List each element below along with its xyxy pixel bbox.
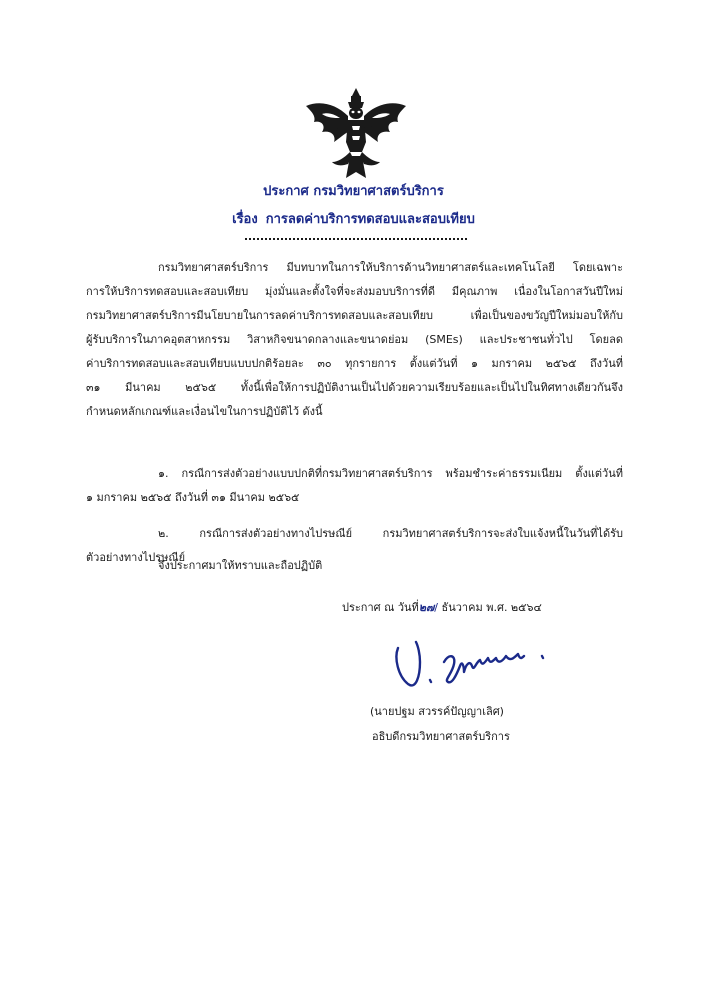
intro-line: กำหนดหลักเกณฑ์และเงื่อนไขในการปฏิบัติไว้ ดังนี้ <box>86 405 323 418</box>
item-2-line: ตัวอย่างทางไปรษณีย์ <box>86 551 186 564</box>
garuda-emblem-icon <box>302 86 410 184</box>
item-1-paragraph <box>86 462 623 510</box>
intro-line: ผู้รับบริการในภาคอุตสาหกรรม วิสาหกิจขนาดกลางและขนาดย่อม (SMEs) และประชาชนทั่วไป โดยลด <box>86 333 623 346</box>
item-1-line: ๑ มกราคม ๒๕๖๕ ถึงวันที่ ๓๑ มีนาคม ๒๕๖๕ <box>86 491 300 504</box>
item-1-line: ๑. กรณีการส่งตัวอย่างแบบปกติที่กรมวิทยาศาสตร์บริการ พร้อมชำระค่าธรรมเนียม ตั้งแต่วันที่ <box>158 467 623 480</box>
intro-line: ค่าบริการทดสอบและสอบเทียบแบบปกติร้อยละ ๓๐ ทุกรายการ ตั้งแต่วันที่ ๑ มกราคม ๒๕๖๕ ถึงวันที่ <box>86 357 623 370</box>
intro-line: การให้บริการทดสอบและสอบเทียบ มุ่งมั่นและตั้งใจที่จะส่งมอบบริการที่ดี มีคุณภาพ เนื่องในโอกาสวันปีใหม่ <box>86 285 623 298</box>
announcement-date: ประกาศ ณ วันที่๒๗/ ธันวาคม พ.ศ. ๒๕๖๔ <box>342 601 542 614</box>
date-day: ๒๗ <box>418 601 435 614</box>
subject-label: เรื่อง <box>232 212 258 227</box>
signer-name: (นายปฐม สวรรค์ปัญญาเลิศ) <box>370 705 504 718</box>
announcement-subject <box>0 208 707 229</box>
date-prefix: ประกาศ ณ วันที่ <box>342 601 419 614</box>
closing-statement: จึงประกาศมาให้ทราบและถือปฏิบัติ <box>158 559 323 572</box>
announcement-title: ประกาศ กรมวิทยาศาสตร์บริการ <box>263 184 444 199</box>
signer-position: อธิบดีกรมวิทยาศาสตร์บริการ <box>372 730 510 743</box>
intro-line: ๓๑ มีนาคม ๒๕๖๕ ทั้งนี้เพื่อให้การปฏิบัติงานเป็นไปด้วยความเรียบร้อยและเป็นไปในทิศทางเดียวกันจึง <box>86 381 623 394</box>
intro-line: กรมวิทยาศาสตร์บริการ มีบทบาทในการให้บริการด้านวิทยาศาสตร์และเทคโนโลยี โดยเฉพาะ <box>158 261 623 274</box>
date-month-year: ธันวาคม พ.ศ. ๒๕๖๔ <box>441 601 542 614</box>
subject-text: การลดค่าบริการทดสอบและสอบเทียบ <box>265 212 475 227</box>
intro-paragraph <box>86 256 623 424</box>
item-2-line: ๒. กรณีการส่งตัวอย่างทางไปรษณีย์ กรมวิทยาศาสตร์บริการจะส่งใบแจ้งหนี้ในวันที่ได้รับ <box>158 527 623 540</box>
intro-line: กรมวิทยาศาสตร์บริการมีนโยบายในการลดค่าบริการทดสอบและสอบเทียบ เพื่อเป็นของขวัญปีใหม่มอบให้กับ <box>86 309 623 322</box>
handwritten-signature-icon <box>390 636 560 694</box>
dotted-divider <box>245 234 467 240</box>
